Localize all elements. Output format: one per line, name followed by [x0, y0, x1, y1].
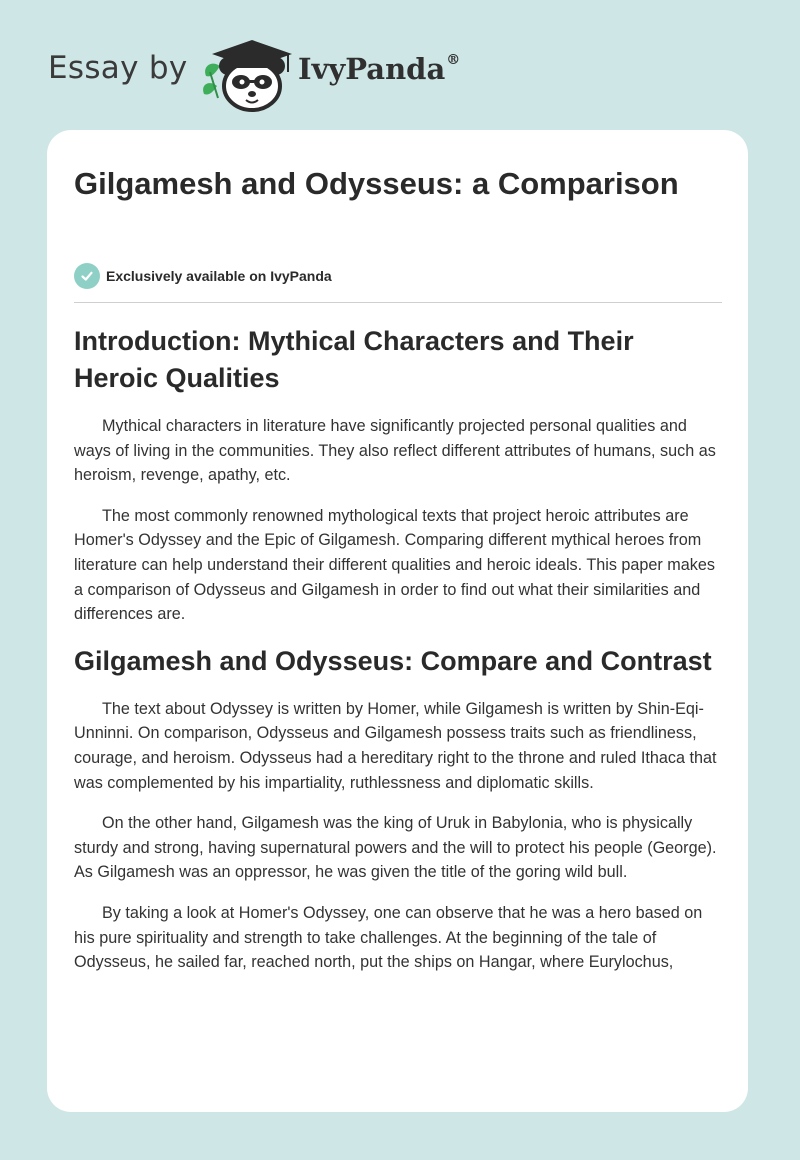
site-header	[0, 0, 800, 120]
article-title: Gilgamesh and Odysseus: a Comparison	[74, 166, 679, 201]
paragraph: Mythical characters in literature have significantly projected personal qualities and ways of living in the communities. They also reflect different attributes of humans, such as heroism, revenge, apathy, etc.	[74, 417, 716, 485]
article-card	[47, 130, 748, 1112]
panda-graduate-icon[interactable]	[200, 36, 295, 112]
check-icon	[74, 263, 100, 289]
paragraph: By taking a look at Homer's Odyssey, one can observe that he was a hero based on his pure spirituality and strength to take challenges. At the beginning of the tale of Odysseus, he sailed far, reached north, put the ships on Hangar, where Eurylochus,	[74, 903, 703, 972]
exclusive-badge	[74, 263, 332, 289]
registered-mark: ®	[446, 52, 461, 69]
article-body	[74, 323, 722, 991]
section-compare-contrast	[74, 643, 722, 975]
paragraph: The most commonly renowned mythological texts that project heroic attributes are Homer's Odyssey and the Epic of Gilgamesh. Comparing different mythical heroes from literature can help understand their different qualities and heroic ideals. This paper makes a comparison of Odysseus and Gilgamesh in order to find out what their similarities and differences are.	[74, 506, 715, 624]
section-introduction	[74, 323, 722, 627]
section-heading: Gilgamesh and Odysseus: Compare and Contrast	[74, 645, 712, 676]
essay-by-label: Essay by	[48, 50, 188, 86]
divider	[74, 302, 722, 303]
paragraph: On the other hand, Gilgamesh was the king of Uruk in Babylonia, who is physically sturdy and strong, having supernatural powers and the will to protect his people (George). As Gilgamesh was an oppressor, he was given the title of the goring wild bull.	[74, 814, 717, 882]
section-heading: Introduction: Mythical Characters and Their Heroic Qualities	[74, 326, 634, 393]
brand-name[interactable]: IvyPanda®	[298, 52, 461, 86]
exclusive-label: Exclusively available on IvyPanda	[106, 268, 332, 284]
paragraph: The text about Odyssey is written by Homer, while Gilgamesh is written by Shin-Eqi-Unninni. On comparison, Odysseus and Gilgamesh possess traits such as friendliness, courage, and heroism. Odysseus had a hereditary right to the throne and ruled Ithaca that was complemented by his impartiality, ruthlessness and diplomatic skills.	[74, 699, 717, 792]
